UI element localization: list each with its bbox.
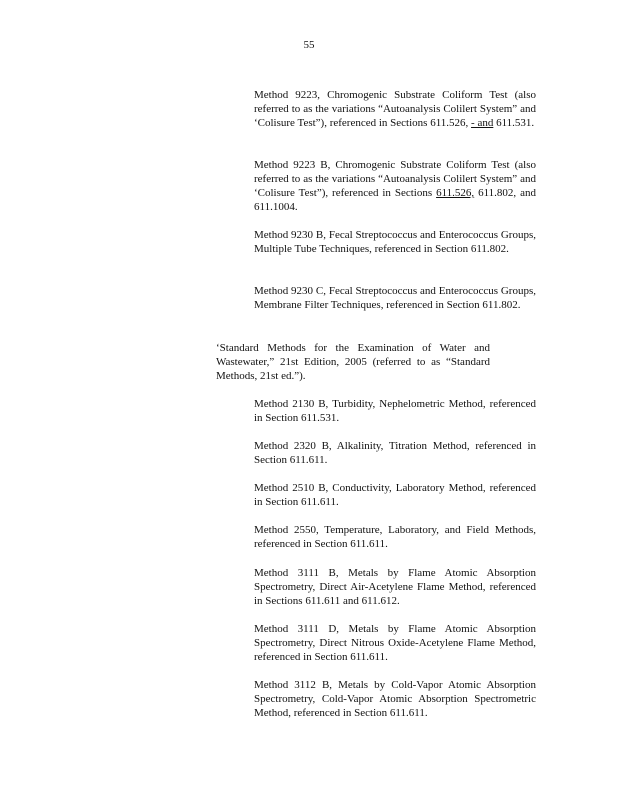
method-3111d-entry: Method 3111 D, Metals by Flame Atomic Absorption Spectrometry, Direct Nitrous Oxide-Acetylene Flame Method, referenced in Section 611.611.: [254, 623, 536, 663]
method-2130b-entry: Method 2130 B, Turbidity, Nephelometric Method, referenced in Section 611.531.: [254, 398, 536, 424]
reference-text: Method 9230 B, Fecal Streptococcus and Enterococcus Groups, Multiple Tube Techniques, referenced in Section 611.802.: [254, 229, 536, 255]
underlined-amendment-text: - and: [471, 117, 494, 129]
standard-methods-heading: ‘Standard Methods for the Examination of Water and Wastewater,” 21st Edition, 2005 (referred to as “Standard Methods, 21st ed.”).: [216, 342, 490, 382]
reference-text: Method 9230 C, Fecal Streptococcus and Enterococcus Groups, Membrane Filter Techniques, referenced in Section 611.802.: [254, 285, 536, 311]
method-9223-entry: [254, 88, 536, 130]
method-9230c-entry: [254, 284, 536, 312]
underlined-amendment-text: 611.526,: [436, 187, 475, 199]
method-9223b-entry: [254, 158, 536, 214]
method-9230b-entry: [254, 228, 536, 256]
reference-text: 611.802,: [474, 187, 521, 199]
method-2550-entry: Method 2550, Temperature, Laboratory, and Field Methods, referenced in Section 611.611.: [254, 524, 536, 550]
reference-text: Method 9223, Chromogenic Substrate Coliform Test (also referred to as the variations “Autoanalysis Colilert System” and ‘Colisure Test”), referenced in Sections 611.526,: [254, 89, 536, 129]
method-3112b-entry: Method 3112 B, Metals by Cold-Vapor Atomic Absorption Spectrometry, Cold-Vapor Atomic Absorption Spectrometric Method, referenced in Section 611.611.: [254, 679, 536, 719]
page-number: 55: [303, 39, 315, 51]
method-2510b-entry: Method 2510 B, Conductivity, Laboratory Method, referenced in Section 611.611.: [254, 482, 536, 508]
reference-text: 611.531.: [493, 117, 535, 129]
method-3111b-entry: Method 3111 B, Metals by Flame Atomic Absorption Spectrometry, Direct Air-Acetylene Flame Method, referenced in Sections 611.611 and 611.612.: [254, 567, 536, 607]
reference-text: and 611.1004.: [254, 187, 536, 213]
reference-text: Method 9223 B, Chromogenic Substrate Coliform Test (also referred to as the variations “Autoanalysis Colilert System” and ‘Colisure Test”), referenced in Sections: [254, 159, 536, 199]
method-2320b-entry: Method 2320 B, Alkalinity, Titration Method, referenced in Section 611.611.: [254, 440, 536, 466]
